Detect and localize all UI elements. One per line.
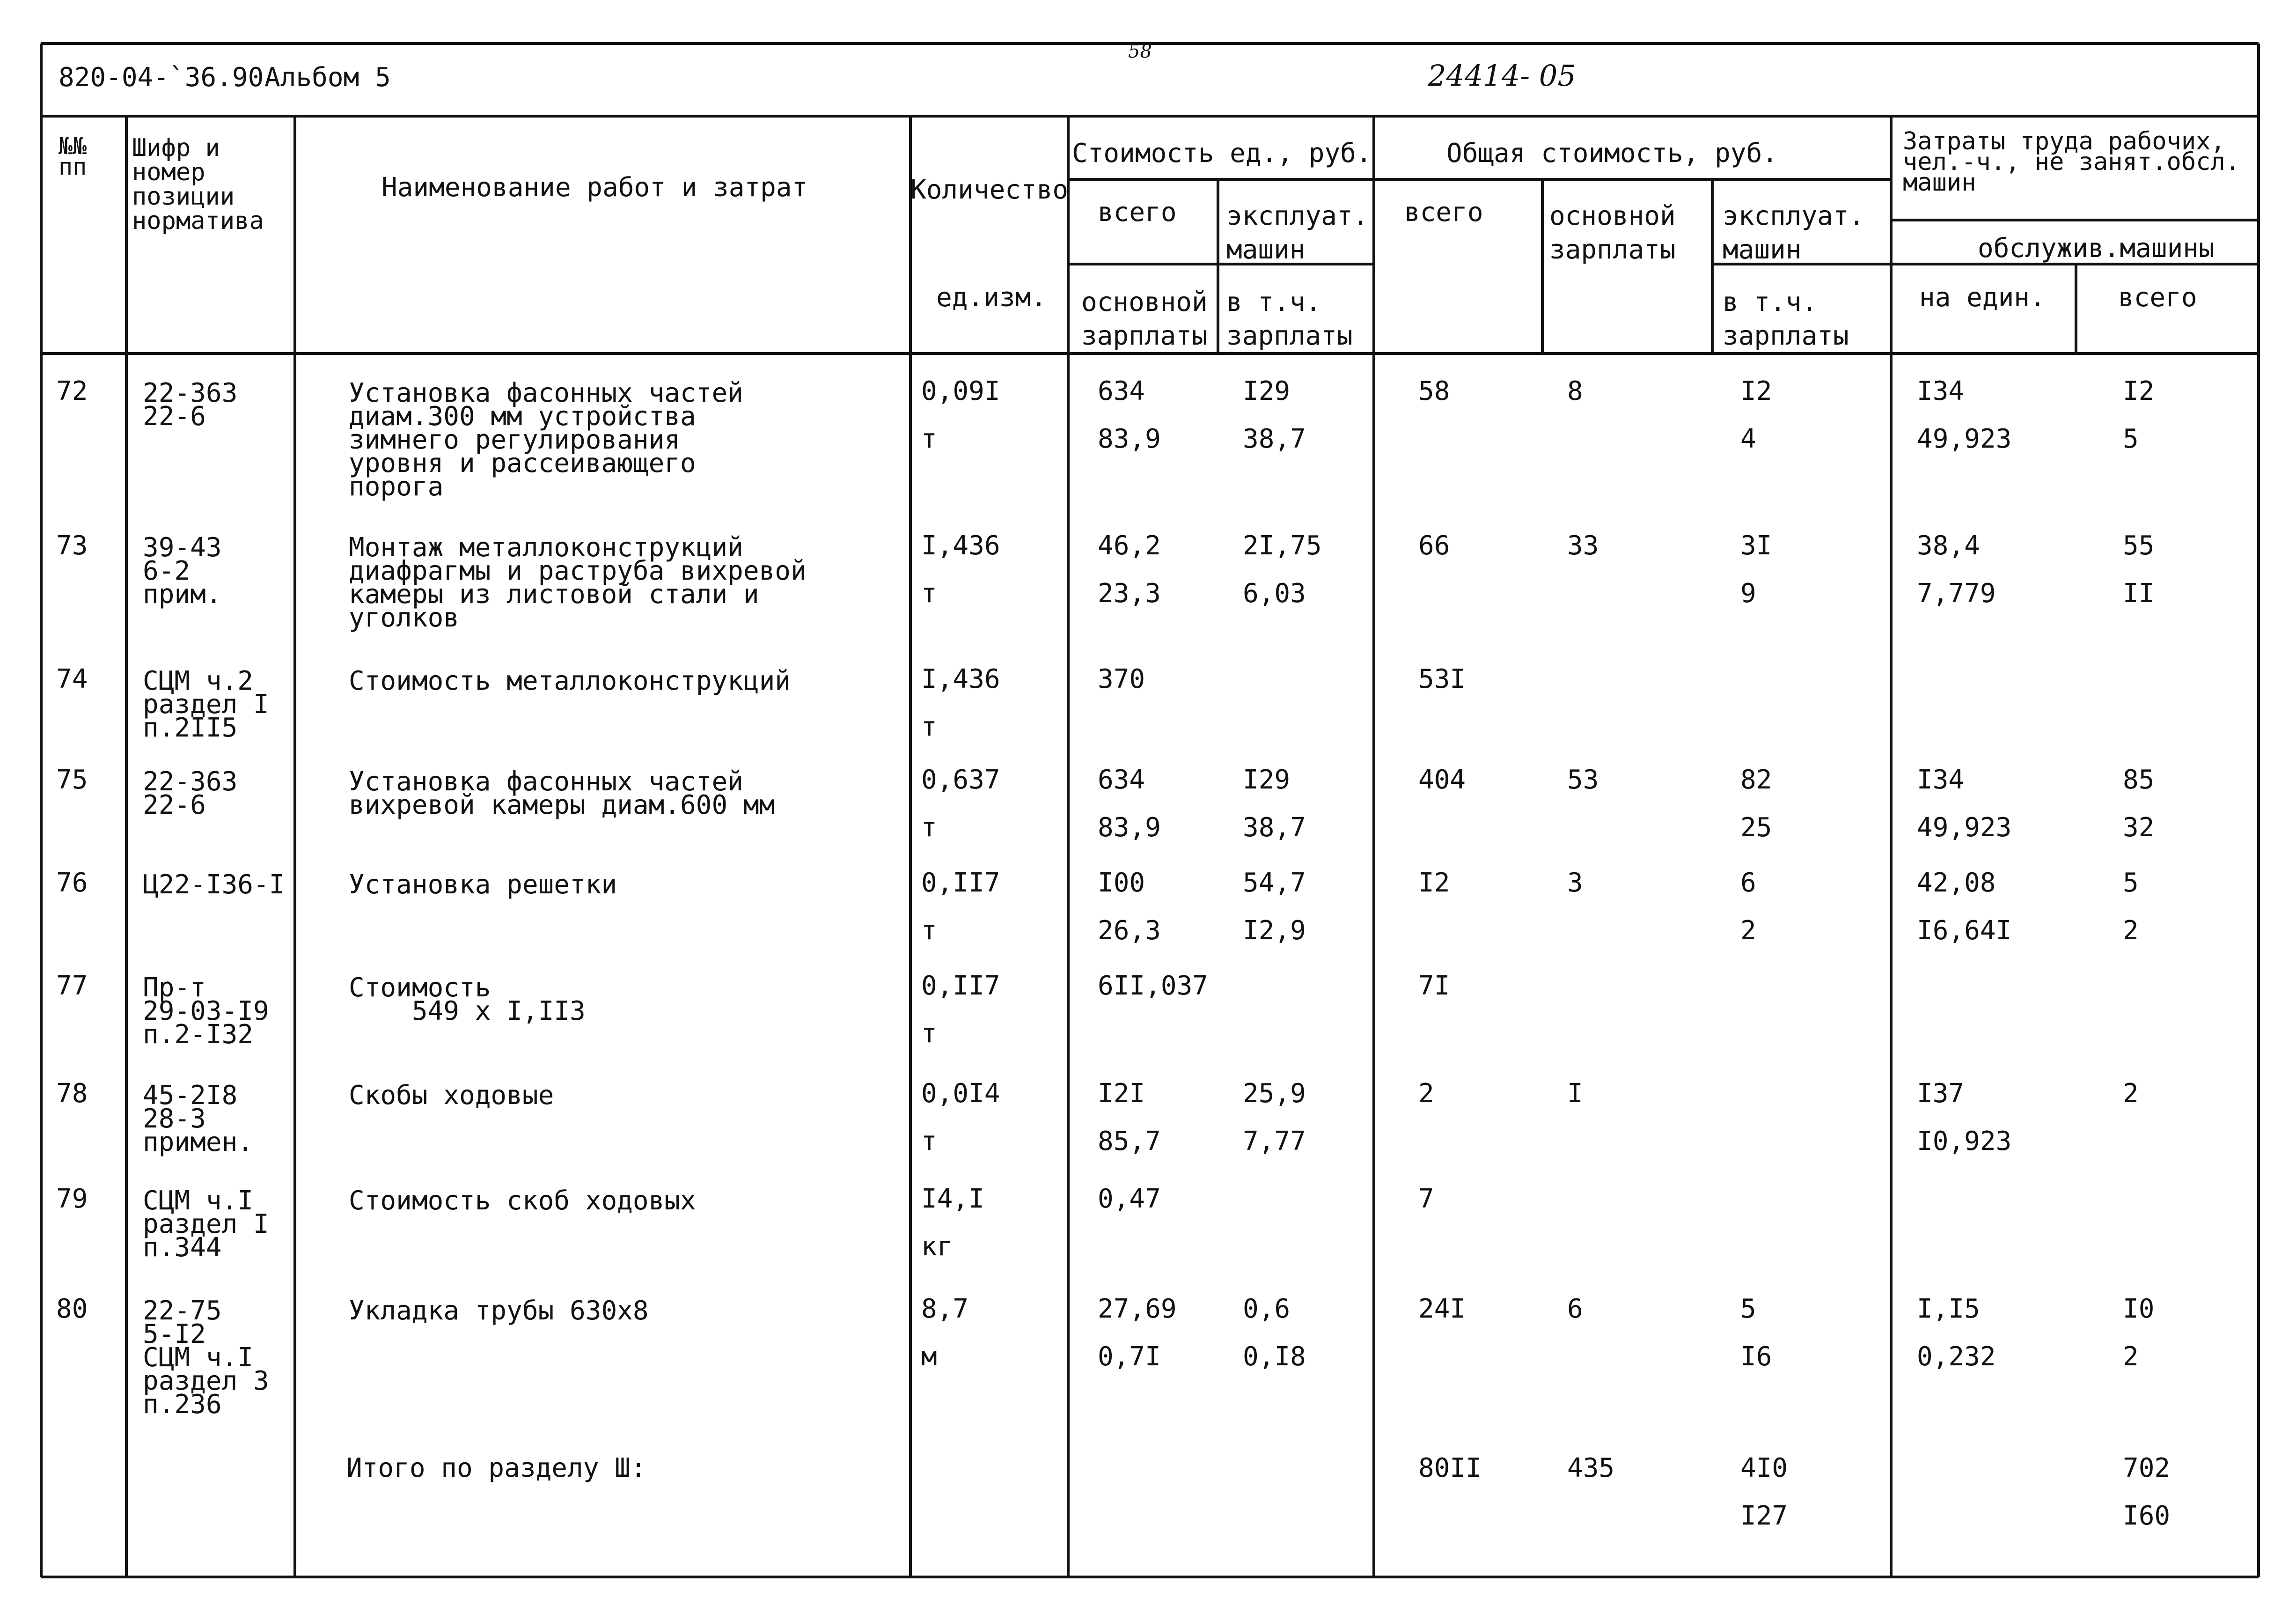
header-labor-service: обслужив.машины	[1978, 233, 2215, 264]
cell-unit-machines: 0,6	[1243, 1294, 1291, 1324]
cell-total-salary: I	[1567, 1078, 1583, 1109]
cell-num: 77	[56, 971, 88, 1001]
cell-total-total: 2	[1418, 1078, 1434, 1109]
cell-total-salary: 33	[1567, 530, 1599, 561]
cell-labor-total-a: 2	[2123, 1078, 2139, 1109]
cell-labor-unit-a: I34	[1917, 376, 1965, 406]
cell-num: 75	[56, 765, 88, 795]
header-name: Наименование работ и затрат	[381, 172, 808, 203]
cell-qty: 0,II7	[921, 868, 1000, 898]
cell-qty: I4,I	[921, 1184, 984, 1214]
cell-labor-total-a: I2	[2123, 376, 2155, 406]
cell-labor-total-b: 32	[2123, 812, 2155, 843]
cell-code: СЦМ ч.2 раздел I п.2II5	[143, 666, 269, 743]
cell-total-total: 7I	[1418, 971, 1450, 1001]
cell-labor-unit-b: I0,923	[1917, 1126, 2012, 1157]
cell-labor-unit-a: 42,08	[1917, 868, 1996, 898]
cell-total-total: 24I	[1418, 1294, 1466, 1324]
cell-qty: 8,7	[921, 1294, 969, 1324]
cell-total-machines: I2	[1740, 376, 1772, 406]
cell-name: Стоимость скоб ходовых	[349, 1186, 696, 1216]
cell-unit-total: 634	[1098, 376, 1145, 406]
cell-code: 22-75 5-I2 СЦМ ч.I раздел 3 п.236	[143, 1296, 269, 1420]
totals-label: Итого по разделу Ш:	[346, 1453, 646, 1483]
cell-code: 22-363 22-6	[143, 378, 238, 432]
cell-qty: I,436	[921, 664, 1000, 694]
cell-total-salary: 53	[1567, 765, 1599, 795]
cell-labor-unit-a: I37	[1917, 1078, 1965, 1109]
cell-unit-total: 370	[1098, 664, 1145, 694]
document-code: 820-04-`36.90	[59, 62, 264, 93]
totals-salary: 435	[1567, 1453, 1615, 1483]
header-total-cost: Общая стоимость, руб.	[1446, 138, 1778, 169]
cell-unit-salary: 23,3	[1098, 578, 1161, 609]
cell-labor-unit-b: I6,64I	[1917, 915, 2012, 946]
cell-qty: 0,0I4	[921, 1078, 1000, 1109]
cell-unit-salary: 85,7	[1098, 1126, 1161, 1157]
cell-unit: т	[921, 1018, 937, 1049]
cell-unit: т	[921, 424, 937, 454]
cell-name: Укладка трубы 630х8	[349, 1296, 649, 1326]
cell-unit-machines: 2I,75	[1243, 530, 1322, 561]
cell-unit-machines: I29	[1243, 376, 1291, 406]
cell-total-incl-salary: 2	[1740, 915, 1756, 946]
cell-labor-unit-a: I34	[1917, 765, 1965, 795]
cell-unit-salary: 0,7I	[1098, 1341, 1161, 1372]
cell-labor-total-b: II	[2123, 578, 2155, 609]
cell-unit: м	[921, 1341, 937, 1372]
cell-name: Стоимость 549 х I,II3	[349, 972, 586, 1026]
totals-labor-total-salary: I60	[2123, 1501, 2171, 1531]
cell-num: 80	[56, 1294, 88, 1324]
header-unit: ед.изм.	[936, 282, 1047, 313]
cell-total-total: 66	[1418, 530, 1450, 561]
cell-name: Стоимость металлоконструкций	[349, 666, 791, 696]
cell-labor-total-b: 5	[2123, 424, 2139, 454]
cell-unit-machines: 54,7	[1243, 868, 1306, 898]
header-total-salary: основной зарплаты	[1549, 201, 1676, 265]
cell-name: Установка фасонных частей диам.300 мм устройства зимнего регулирования уровня и рассеивающего порога	[349, 378, 743, 502]
cell-labor-unit-b: 49,923	[1917, 812, 2012, 843]
cell-code: 45-2I8 28-3 примен.	[143, 1080, 254, 1157]
handwritten-number: 24414- 05	[1428, 59, 1576, 93]
cell-unit-total: 6II,037	[1098, 971, 1209, 1001]
cell-num: 78	[56, 1078, 88, 1109]
cell-labor-total-a: 55	[2123, 530, 2155, 561]
header-total-incl-salary: в т.ч. зарплаты	[1723, 287, 1849, 351]
header-total-total: всего	[1404, 197, 1483, 228]
cell-name: Монтаж металлоконструкций диафрагмы и раструба вихревой камеры из листовой стали и уголков	[349, 532, 807, 633]
header-unit-cost: Стоимость ед., руб.	[1072, 138, 1372, 169]
cell-labor-total-a: 85	[2123, 765, 2155, 795]
cell-unit: т	[921, 812, 937, 843]
cell-code: 22-363 22-6	[143, 766, 238, 820]
cell-code: Ц22-I36-I	[143, 869, 285, 900]
cell-labor-unit-a: 38,4	[1917, 530, 1980, 561]
cell-total-incl-salary: 9	[1740, 578, 1756, 609]
totals-incl-salary: I27	[1740, 1501, 1788, 1531]
cell-code: 39-43 6-2 прим.	[143, 532, 222, 610]
cell-unit-incl-salary: 38,7	[1243, 424, 1306, 454]
cell-total-machines: 5	[1740, 1294, 1756, 1324]
header-unit-incl-salary: в т.ч. зарплаты	[1226, 287, 1353, 351]
header-num: №№ пп	[59, 133, 87, 180]
cell-total-incl-salary: I6	[1740, 1341, 1772, 1372]
cell-total-salary: 3	[1567, 868, 1583, 898]
album-label: Альбом 5	[264, 62, 391, 93]
cell-total-total: 58	[1418, 376, 1450, 406]
cell-num: 73	[56, 530, 88, 561]
cell-qty: 0,637	[921, 765, 1000, 795]
cell-qty: 0,II7	[921, 971, 1000, 1001]
cell-unit-salary: 83,9	[1098, 424, 1161, 454]
cell-unit-total: 634	[1098, 765, 1145, 795]
cell-name: Установка фасонных частей вихревой камеры диам.600 мм	[349, 766, 775, 820]
cell-total-salary: 8	[1567, 376, 1583, 406]
cell-total-incl-salary: 25	[1740, 812, 1772, 843]
cell-unit: т	[921, 578, 937, 609]
totals-total: 80II	[1418, 1453, 1482, 1483]
cell-unit: т	[921, 915, 937, 946]
cell-qty: 0,09I	[921, 376, 1000, 406]
cell-unit: кг	[921, 1231, 953, 1262]
cell-unit: т	[921, 712, 937, 742]
cell-total-machines: 6	[1740, 868, 1756, 898]
cell-labor-total-a: I0	[2123, 1294, 2155, 1324]
cell-total-incl-salary: 4	[1740, 424, 1756, 454]
cell-labor-total-b: 2	[2123, 915, 2139, 946]
cell-unit-salary: 26,3	[1098, 915, 1161, 946]
cell-unit-machines: 25,9	[1243, 1078, 1306, 1109]
cell-labor-unit-b: 7,779	[1917, 578, 1996, 609]
cell-code: СЦМ ч.I раздел I п.344	[143, 1186, 269, 1263]
cell-unit-total: 46,2	[1098, 530, 1161, 561]
page-number: 58	[1128, 41, 1152, 62]
cell-labor-total-a: 5	[2123, 868, 2139, 898]
header-code: Шифр и номер позиции норматива	[132, 134, 264, 235]
cell-num: 74	[56, 664, 88, 694]
header-total-machines: эксплуат. машин	[1723, 201, 1865, 265]
cell-name: Скобы ходовые	[349, 1080, 554, 1111]
cell-unit-total: 27,69	[1098, 1294, 1177, 1324]
header-unit-salary: основной зарплаты	[1081, 287, 1208, 351]
cell-total-total: 404	[1418, 765, 1466, 795]
cell-total-total: I2	[1418, 868, 1450, 898]
cell-qty: I,436	[921, 530, 1000, 561]
cell-unit-total: 0,47	[1098, 1184, 1161, 1214]
totals-labor-total: 702	[2123, 1453, 2171, 1483]
header-labor: Затраты труда рабочих, чел.-ч., не занят.обсл. машин	[1903, 127, 2240, 197]
cell-labor-unit-b: 49,923	[1917, 424, 2012, 454]
cell-total-machines: 82	[1740, 765, 1772, 795]
cell-unit-salary: 83,9	[1098, 812, 1161, 843]
cell-unit: т	[921, 1126, 937, 1157]
header-labor-per-unit: на един.	[1919, 282, 2046, 313]
totals-machines: 4I0	[1740, 1453, 1788, 1483]
cell-total-salary: 6	[1567, 1294, 1583, 1324]
cell-unit-machines: I29	[1243, 765, 1291, 795]
cell-unit-total: I00	[1098, 868, 1145, 898]
cell-num: 72	[56, 376, 88, 406]
cell-name: Установка решетки	[349, 869, 617, 900]
cell-num: 76	[56, 868, 88, 898]
header-unit-machines: эксплуат. машин	[1226, 201, 1369, 265]
header-labor-total: всего	[2118, 282, 2197, 313]
cell-labor-unit-b: 0,232	[1917, 1341, 1996, 1372]
cell-total-machines: 3I	[1740, 530, 1772, 561]
cell-unit-incl-salary: 7,77	[1243, 1126, 1306, 1157]
cell-labor-unit-a: I,I5	[1917, 1294, 1980, 1324]
cell-total-total: 53I	[1418, 664, 1466, 694]
cell-unit-incl-salary: 38,7	[1243, 812, 1306, 843]
header-unit-total: всего	[1098, 197, 1177, 228]
cell-unit-incl-salary: I2,9	[1243, 915, 1306, 946]
cell-code: Пр-т 29-03-I9 п.2-I32	[143, 972, 269, 1050]
cell-total-total: 7	[1418, 1184, 1434, 1214]
cell-unit-incl-salary: 0,I8	[1243, 1341, 1306, 1372]
header-qty: Количество	[910, 175, 1069, 205]
cell-unit-total: I2I	[1098, 1078, 1145, 1109]
cell-num: 79	[56, 1184, 88, 1214]
cell-unit-incl-salary: 6,03	[1243, 578, 1306, 609]
cell-labor-total-b: 2	[2123, 1341, 2139, 1372]
